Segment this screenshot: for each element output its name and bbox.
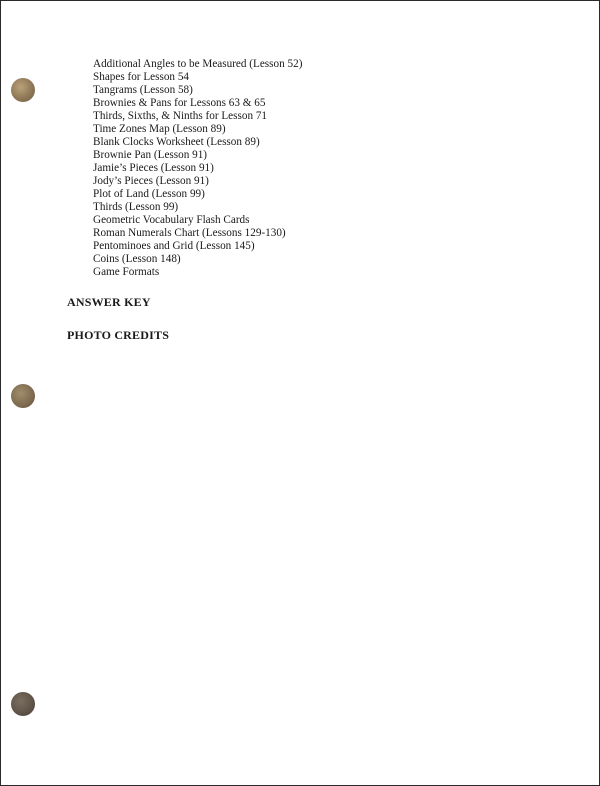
toc-item: Time Zones Map (Lesson 89) [93, 123, 226, 135]
toc-item: Jody’s Pieces (Lesson 91) [93, 175, 209, 187]
toc-item: Pentominoes and Grid (Lesson 145) [93, 240, 255, 252]
toc-list [93, 58, 302, 279]
toc-item: Plot of Land (Lesson 99) [93, 188, 205, 200]
toc-item: Tangrams (Lesson 58) [93, 84, 193, 96]
toc-item: Brownies & Pans for Lessons 63 & 65 [93, 97, 266, 109]
binder-hole [11, 78, 35, 102]
toc-item: Shapes for Lesson 54 [93, 71, 190, 83]
toc-item: Thirds (Lesson 99) [93, 201, 179, 213]
toc-item: Additional Angles to be Measured (Lesson 52) [93, 58, 303, 70]
binder-hole [11, 692, 35, 716]
binder-hole [11, 384, 35, 408]
answer-key-heading: ANSWER KEY [67, 295, 151, 309]
photo-credits-heading: PHOTO CREDITS [67, 328, 170, 342]
toc-item: Brownie Pan (Lesson 91) [93, 149, 208, 161]
toc-item: Thirds, Sixths, & Ninths for Lesson 71 [93, 110, 268, 122]
toc-item: Jamie’s Pieces (Lesson 91) [93, 162, 214, 174]
toc-item: Game Formats [93, 266, 160, 278]
toc-item: Blank Clocks Worksheet (Lesson 89) [93, 136, 260, 148]
toc-item: Coins (Lesson 148) [93, 253, 181, 265]
toc-item: Roman Numerals Chart (Lessons 129-130) [93, 227, 286, 239]
toc-item: Geometric Vocabulary Flash Cards [93, 214, 250, 226]
